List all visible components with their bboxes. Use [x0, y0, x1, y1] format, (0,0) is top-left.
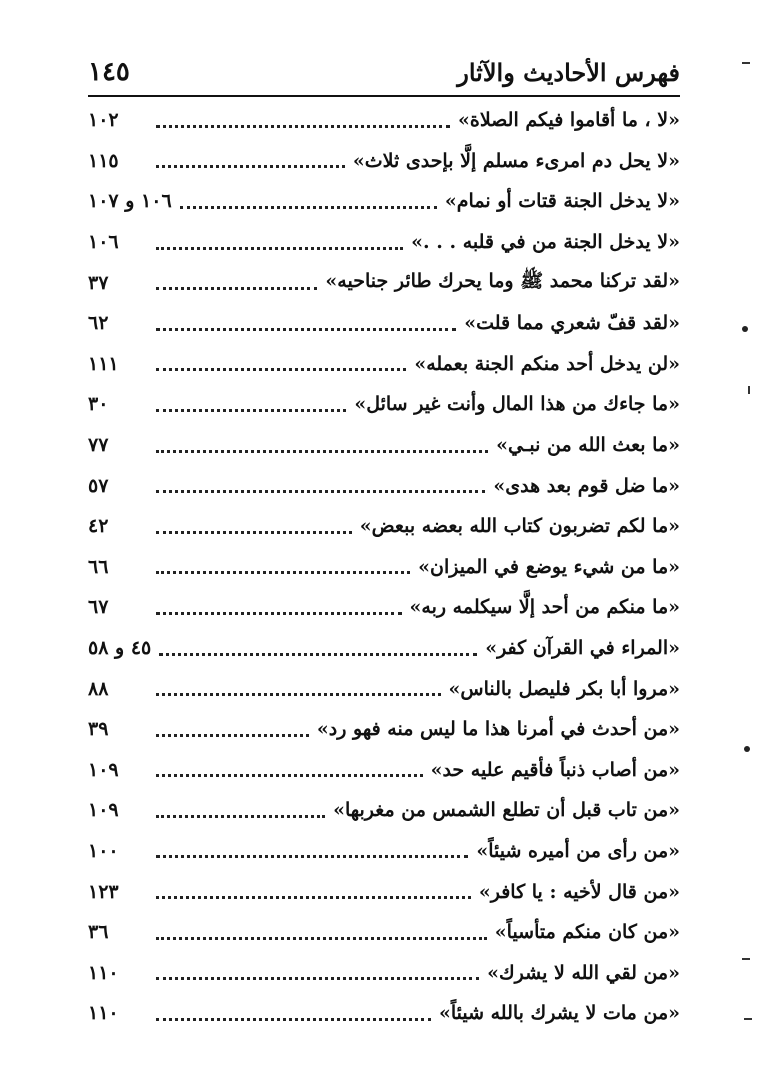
hadith-text: «ما بعث الله من نبـي»: [496, 434, 680, 457]
index-entry: [88, 668, 680, 709]
dot-leader: [156, 247, 403, 250]
hadith-text: «لقد قفّ شعري مما قلت»: [464, 312, 680, 335]
page-reference: ١١٠: [88, 1002, 119, 1025]
index-entry: [88, 506, 680, 547]
page-reference: ١١٥: [88, 149, 119, 172]
page-reference: ١١١: [88, 352, 119, 375]
index-entry: [88, 547, 680, 588]
scan-mark: [748, 386, 750, 394]
scan-mark: [742, 958, 750, 960]
page-reference: ٦٦: [88, 555, 109, 578]
page-reference: ١٠٩: [88, 799, 119, 822]
hadith-index-list: [88, 100, 680, 1034]
dot-leader: [156, 125, 450, 128]
hadith-text: «لقد تركنا محمد ﷺ وما يحرك طائر جناحيه»: [325, 269, 680, 292]
page-reference: ٦٢: [88, 312, 109, 335]
scan-mark: [744, 1018, 752, 1020]
hadith-text: «ما لكم تضربون كتاب الله بعضه ببعض»: [359, 515, 680, 538]
hadith-text: «ما جاءك من هذا المال وأنت غير سائل»: [354, 393, 680, 416]
index-entry: [88, 587, 680, 628]
index-entry: [88, 750, 680, 791]
hadith-text: «من أحدث في أمرنا هذا ما ليس منه فهو رد»: [316, 718, 680, 741]
index-entry: [88, 384, 680, 425]
index-entry: [88, 181, 680, 222]
dot-leader: [156, 450, 488, 453]
hadith-text: «لن يدخل أحد منكم الجنة بعمله»: [414, 352, 680, 375]
dot-leader: [156, 165, 345, 168]
page-reference: ٣٧: [88, 271, 109, 294]
dot-leader: [156, 896, 471, 899]
page-reference: ٤٢: [88, 515, 109, 538]
page-reference: ١٢٣: [88, 880, 119, 903]
index-entry: [88, 262, 680, 303]
dot-leader: [156, 774, 423, 777]
index-entry: [88, 790, 680, 831]
dot-leader: [156, 693, 441, 696]
scan-speck: [744, 746, 750, 752]
hadith-text: «لا يحل دم امرىء مسلم إلَّا بإحدى ثلاث»: [352, 149, 680, 172]
dot-leader: [180, 206, 437, 209]
dot-leader: [156, 937, 487, 940]
hadith-text: «من لقي الله لا يشرك»: [487, 961, 680, 984]
dot-leader: [159, 653, 477, 656]
page-reference: ٣٠: [88, 393, 109, 416]
index-entry: [88, 912, 680, 953]
index-entry: [88, 465, 680, 506]
index-entry: [88, 993, 680, 1034]
index-entry: [88, 871, 680, 912]
dot-leader: [156, 531, 352, 534]
dot-leader: [156, 612, 402, 615]
hadith-text: «من تاب قبل أن تطلع الشمس من مغربها»: [333, 799, 680, 822]
page-reference: ١٠٦: [88, 231, 119, 254]
page-reference: ٥٧: [88, 474, 109, 497]
hadith-text: «لا يدخل الجنة من في قلبه . . .»: [411, 231, 680, 254]
scan-mark: [742, 62, 750, 64]
page-header: [88, 50, 680, 94]
hadith-text: «لا ، ما أقاموا فيكم الصلاة»: [458, 109, 680, 132]
index-entry: [88, 141, 680, 182]
page-title: فهرس الأحاديث والآثار: [457, 57, 680, 87]
page-reference: ١٠٦ و ١٠٧: [88, 190, 172, 213]
page-reference: ٨٨: [88, 677, 109, 700]
dot-leader: [156, 287, 317, 290]
page-number: ١٤٥: [88, 57, 130, 87]
index-entry: [88, 952, 680, 993]
hadith-text: «ما من شيء يوضع في الميزان»: [418, 555, 680, 578]
dot-leader: [156, 368, 406, 371]
header-rule: [88, 95, 680, 97]
index-entry: [88, 303, 680, 344]
hadith-text: «من كان منكم متأسياً»: [494, 921, 680, 944]
dot-leader: [156, 571, 410, 574]
page-reference: ٤٥ و ٥٨: [88, 637, 152, 660]
dot-leader: [156, 490, 485, 493]
dot-leader: [156, 855, 468, 858]
index-entry: [88, 100, 680, 141]
index-entry: [88, 709, 680, 750]
hadith-text: «لا يدخل الجنة قتات أو نمام»: [444, 190, 680, 213]
page-reference: ٣٩: [88, 718, 109, 741]
page-reference: ٧٧: [88, 434, 109, 457]
dot-leader: [156, 1018, 431, 1021]
dot-leader: [156, 977, 479, 980]
dot-leader: [156, 328, 456, 331]
index-entry: [88, 344, 680, 385]
page-reference: ١٠٩: [88, 758, 119, 781]
dot-leader: [156, 734, 309, 737]
hadith-text: «ما ضل قوم بعد هدى»: [493, 474, 680, 497]
page-reference: ١٠٢: [88, 109, 119, 132]
hadith-text: «مروا أبا بكر فليصل بالناس»: [448, 677, 680, 700]
page-reference: ١٠٠: [88, 839, 119, 862]
hadith-text: «المراء في القرآن كفر»: [485, 637, 680, 660]
dot-leader: [156, 409, 346, 412]
dot-leader: [156, 815, 325, 818]
index-entry: [88, 222, 680, 263]
page-reference: ٣٦: [88, 921, 109, 944]
index-entry: [88, 425, 680, 466]
scan-speck: [742, 326, 748, 332]
hadith-text: «من مات لا يشرك بالله شيئاً»: [438, 1002, 680, 1025]
hadith-text: «من رأى من أميره شيئاً»: [476, 839, 680, 862]
index-entry: [88, 628, 680, 669]
page-reference: ٦٧: [88, 596, 109, 619]
hadith-text: «من قال لأخيه : يا كافر»: [478, 880, 680, 903]
hadith-text: «ما منكم من أحد إلَّا سيكلمه ربه»: [409, 596, 680, 619]
index-entry: [88, 831, 680, 872]
hadith-text: «من أصاب ذنباً فأقيم عليه حد»: [430, 758, 680, 781]
page-reference: ١١٠: [88, 961, 119, 984]
